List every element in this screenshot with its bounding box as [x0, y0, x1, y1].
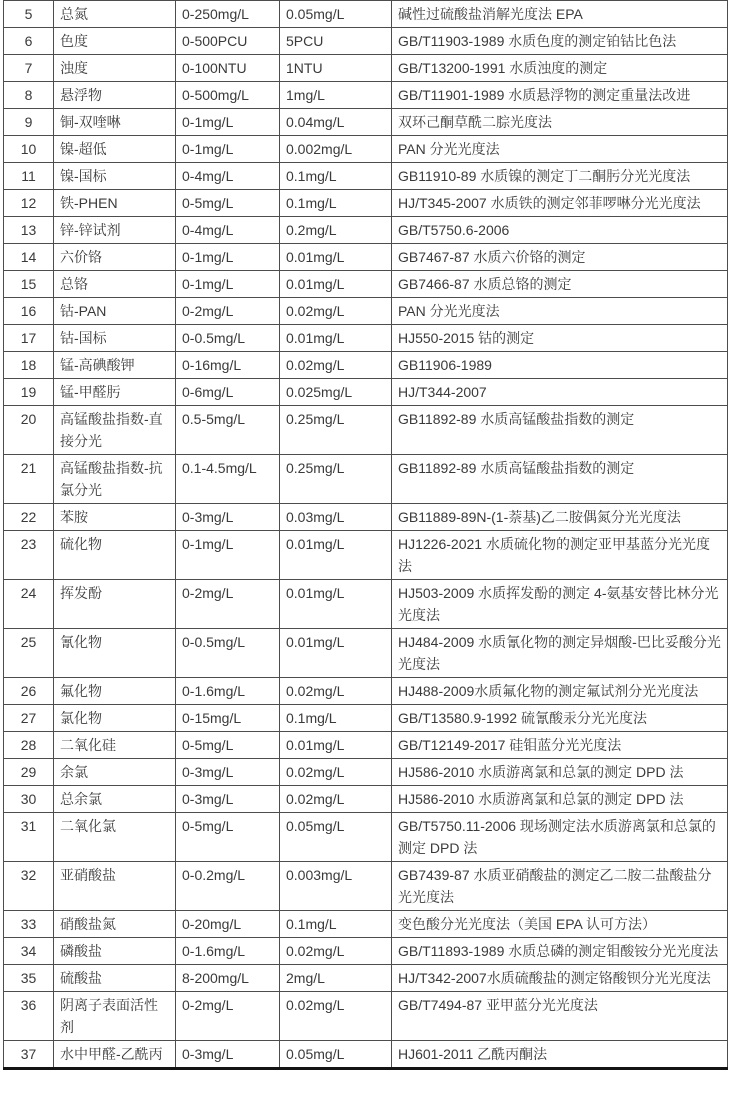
row-number-cell: 26 [4, 678, 54, 705]
row-number-cell: 6 [4, 28, 54, 55]
parameter-name-cell: 浊度 [54, 55, 176, 82]
table-row [4, 217, 728, 244]
method-cell: HJ601-2011 乙酰丙酮法 [392, 1041, 728, 1069]
range-cell: 0-15mg/L [176, 705, 280, 732]
method-cell: GB7439-87 水质亚硝酸盐的测定乙二胺二盐酸盐分光光度法 [392, 862, 728, 911]
parameter-name-cell: 氯化物 [54, 705, 176, 732]
parameter-name-cell: 磷酸盐 [54, 938, 176, 965]
table-row [4, 965, 728, 992]
range-cell: 0-1mg/L [176, 136, 280, 163]
resolution-cell: 0.01mg/L [280, 580, 392, 629]
parameter-name-cell: 锌-锌试剂 [54, 217, 176, 244]
parameter-name-cell: 总铬 [54, 271, 176, 298]
resolution-cell: 0.04mg/L [280, 109, 392, 136]
resolution-cell: 0.002mg/L [280, 136, 392, 163]
resolution-cell: 0.03mg/L [280, 504, 392, 531]
resolution-cell: 1NTU [280, 55, 392, 82]
table-row [4, 580, 728, 629]
table-row [4, 406, 728, 455]
row-number-cell: 14 [4, 244, 54, 271]
row-number-cell: 37 [4, 1041, 54, 1069]
row-number-cell: 20 [4, 406, 54, 455]
method-cell: 双环己酮草酰二腙光度法 [392, 109, 728, 136]
range-cell: 8-200mg/L [176, 965, 280, 992]
row-number-cell: 31 [4, 813, 54, 862]
row-number-cell: 34 [4, 938, 54, 965]
resolution-cell: 0.02mg/L [280, 759, 392, 786]
row-number-cell: 22 [4, 504, 54, 531]
row-number-cell: 36 [4, 992, 54, 1041]
table-row [4, 705, 728, 732]
row-number-cell: 5 [4, 1, 54, 28]
parameter-name-cell: 铁-PHEN [54, 190, 176, 217]
parameter-name-cell: 镍-超低 [54, 136, 176, 163]
resolution-cell: 5PCU [280, 28, 392, 55]
table-row [4, 82, 728, 109]
table-row [4, 28, 728, 55]
resolution-cell: 0.25mg/L [280, 455, 392, 504]
range-cell: 0-0.2mg/L [176, 862, 280, 911]
parameter-name-cell: 高锰酸盐指数-直接分光 [54, 406, 176, 455]
table-row [4, 325, 728, 352]
resolution-cell: 0.1mg/L [280, 911, 392, 938]
range-cell: 0-3mg/L [176, 786, 280, 813]
table-row [4, 163, 728, 190]
resolution-cell: 0.05mg/L [280, 813, 392, 862]
resolution-cell: 0.01mg/L [280, 732, 392, 759]
table-row [4, 1, 728, 28]
resolution-cell: 0.1mg/L [280, 190, 392, 217]
parameter-table-body [4, 1, 728, 1069]
row-number-cell: 28 [4, 732, 54, 759]
table-row [4, 911, 728, 938]
range-cell: 0-4mg/L [176, 217, 280, 244]
table-row [4, 271, 728, 298]
resolution-cell: 0.01mg/L [280, 244, 392, 271]
resolution-cell: 0.05mg/L [280, 1, 392, 28]
range-cell: 0-0.5mg/L [176, 325, 280, 352]
parameter-name-cell: 色度 [54, 28, 176, 55]
table-row [4, 109, 728, 136]
resolution-cell: 0.2mg/L [280, 217, 392, 244]
table-row [4, 813, 728, 862]
range-cell: 0-2mg/L [176, 992, 280, 1041]
parameter-name-cell: 高锰酸盐指数-抗氯分光 [54, 455, 176, 504]
parameter-name-cell: 总氮 [54, 1, 176, 28]
method-cell: HJ488-2009水质氟化物的测定氟试剂分光光度法 [392, 678, 728, 705]
method-cell: GB11892-89 水质高锰酸盐指数的测定 [392, 455, 728, 504]
range-cell: 0-0.5mg/L [176, 629, 280, 678]
resolution-cell: 0.02mg/L [280, 298, 392, 325]
range-cell: 0-4mg/L [176, 163, 280, 190]
method-cell: GB/T13580.9-1992 硫氰酸汞分光光度法 [392, 705, 728, 732]
parameter-name-cell: 苯胺 [54, 504, 176, 531]
range-cell: 0-250mg/L [176, 1, 280, 28]
range-cell: 0-5mg/L [176, 813, 280, 862]
table-row [4, 1041, 728, 1069]
range-cell: 0-5mg/L [176, 732, 280, 759]
table-row [4, 244, 728, 271]
row-number-cell: 16 [4, 298, 54, 325]
parameter-name-cell: 悬浮物 [54, 82, 176, 109]
row-number-cell: 23 [4, 531, 54, 580]
table-row [4, 862, 728, 911]
range-cell: 0-3mg/L [176, 504, 280, 531]
method-cell: HJ/T345-2007 水质铁的测定邻菲啰啉分光光度法 [392, 190, 728, 217]
range-cell: 0-1mg/L [176, 109, 280, 136]
method-cell: HJ586-2010 水质游离氯和总氯的测定 DPD 法 [392, 786, 728, 813]
method-cell: GB11889-89N-(1-萘基)乙二胺偶氮分光光度法 [392, 504, 728, 531]
row-number-cell: 10 [4, 136, 54, 163]
parameter-name-cell: 锰-甲醛肟 [54, 379, 176, 406]
parameter-name-cell: 铜-双喹啉 [54, 109, 176, 136]
range-cell: 0.1-4.5mg/L [176, 455, 280, 504]
parameter-name-cell: 硫化物 [54, 531, 176, 580]
parameter-name-cell: 锰-高碘酸钾 [54, 352, 176, 379]
row-number-cell: 27 [4, 705, 54, 732]
parameter-name-cell: 钴-PAN [54, 298, 176, 325]
resolution-cell: 0.02mg/L [280, 678, 392, 705]
table-row [4, 531, 728, 580]
resolution-cell: 0.05mg/L [280, 1041, 392, 1069]
method-cell: HJ/T344-2007 [392, 379, 728, 406]
parameter-name-cell: 二氧化氯 [54, 813, 176, 862]
method-cell: GB11892-89 水质高锰酸盐指数的测定 [392, 406, 728, 455]
method-cell: GB/T11901-1989 水质悬浮物的测定重量法改进 [392, 82, 728, 109]
range-cell: 0-3mg/L [176, 1041, 280, 1069]
range-cell: 0-1.6mg/L [176, 678, 280, 705]
water-quality-parameter-table [3, 0, 728, 1070]
table-row [4, 190, 728, 217]
resolution-cell: 0.02mg/L [280, 992, 392, 1041]
parameter-name-cell: 挥发酚 [54, 580, 176, 629]
resolution-cell: 0.01mg/L [280, 271, 392, 298]
method-cell: HJ/T342-2007水质硫酸盐的测定铬酸钡分光光度法 [392, 965, 728, 992]
table-row [4, 504, 728, 531]
parameter-name-cell: 硝酸盐氮 [54, 911, 176, 938]
row-number-cell: 13 [4, 217, 54, 244]
method-cell: GB11910-89 水质镍的测定丁二酮肟分光光度法 [392, 163, 728, 190]
row-number-cell: 12 [4, 190, 54, 217]
range-cell: 0-1mg/L [176, 531, 280, 580]
row-number-cell: 15 [4, 271, 54, 298]
parameter-name-cell: 六价铬 [54, 244, 176, 271]
resolution-cell: 0.003mg/L [280, 862, 392, 911]
table-row [4, 759, 728, 786]
range-cell: 0-2mg/L [176, 298, 280, 325]
resolution-cell: 0.02mg/L [280, 352, 392, 379]
row-number-cell: 25 [4, 629, 54, 678]
method-cell: GB/T12149-2017 硅钼蓝分光光度法 [392, 732, 728, 759]
method-cell: GB/T11893-1989 水质总磷的测定钼酸铵分光光度法 [392, 938, 728, 965]
resolution-cell: 1mg/L [280, 82, 392, 109]
parameter-name-cell: 水中甲醛-乙酰丙 [54, 1041, 176, 1069]
row-number-cell: 29 [4, 759, 54, 786]
range-cell: 0-16mg/L [176, 352, 280, 379]
row-number-cell: 19 [4, 379, 54, 406]
method-cell: 变色酸分光光度法（美国 EPA 认可方法） [392, 911, 728, 938]
table-row [4, 629, 728, 678]
table-row [4, 786, 728, 813]
row-number-cell: 21 [4, 455, 54, 504]
resolution-cell: 0.01mg/L [280, 325, 392, 352]
parameter-name-cell: 余氯 [54, 759, 176, 786]
method-cell: 碱性过硫酸盐消解光度法 EPA [392, 1, 728, 28]
row-number-cell: 24 [4, 580, 54, 629]
range-cell: 0-1mg/L [176, 244, 280, 271]
table-row [4, 938, 728, 965]
resolution-cell: 0.02mg/L [280, 786, 392, 813]
range-cell: 0-1.6mg/L [176, 938, 280, 965]
method-cell: GB/T5750.11-2006 现场测定法水质游离氯和总氯的测定 DPD 法 [392, 813, 728, 862]
row-number-cell: 30 [4, 786, 54, 813]
table-row [4, 352, 728, 379]
range-cell: 0-100NTU [176, 55, 280, 82]
method-cell: HJ484-2009 水质氰化物的测定异烟酸-巴比妥酸分光光度法 [392, 629, 728, 678]
range-cell: 0-20mg/L [176, 911, 280, 938]
row-number-cell: 8 [4, 82, 54, 109]
method-cell: GB/T11903-1989 水质色度的测定铂钴比色法 [392, 28, 728, 55]
range-cell: 0-1mg/L [176, 271, 280, 298]
range-cell: 0-6mg/L [176, 379, 280, 406]
parameter-name-cell: 亚硝酸盐 [54, 862, 176, 911]
range-cell: 0-3mg/L [176, 759, 280, 786]
row-number-cell: 7 [4, 55, 54, 82]
table-row [4, 455, 728, 504]
row-number-cell: 9 [4, 109, 54, 136]
parameter-name-cell: 镍-国标 [54, 163, 176, 190]
parameter-name-cell: 硫酸盐 [54, 965, 176, 992]
method-cell: GB11906-1989 [392, 352, 728, 379]
row-number-cell: 17 [4, 325, 54, 352]
resolution-cell: 0.025mg/L [280, 379, 392, 406]
resolution-cell: 0.25mg/L [280, 406, 392, 455]
range-cell: 0-5mg/L [176, 190, 280, 217]
method-cell: HJ1226-2021 水质硫化物的测定亚甲基蓝分光光度法 [392, 531, 728, 580]
method-cell: HJ503-2009 水质挥发酚的测定 4-氨基安替比林分光光度法 [392, 580, 728, 629]
parameter-name-cell: 阴离子表面活性剂 [54, 992, 176, 1041]
parameter-name-cell: 二氧化硅 [54, 732, 176, 759]
row-number-cell: 11 [4, 163, 54, 190]
row-number-cell: 35 [4, 965, 54, 992]
table-row [4, 678, 728, 705]
resolution-cell: 0.01mg/L [280, 531, 392, 580]
resolution-cell: 0.01mg/L [280, 629, 392, 678]
method-cell: PAN 分光光度法 [392, 298, 728, 325]
method-cell: GB/T5750.6-2006 [392, 217, 728, 244]
method-cell: PAN 分光光度法 [392, 136, 728, 163]
resolution-cell: 0.02mg/L [280, 938, 392, 965]
range-cell: 0-2mg/L [176, 580, 280, 629]
method-cell: HJ586-2010 水质游离氯和总氯的测定 DPD 法 [392, 759, 728, 786]
parameter-name-cell: 钴-国标 [54, 325, 176, 352]
table-row [4, 298, 728, 325]
method-cell: GB/T7494-87 亚甲蓝分光光度法 [392, 992, 728, 1041]
range-cell: 0.5-5mg/L [176, 406, 280, 455]
parameter-name-cell: 氰化物 [54, 629, 176, 678]
row-number-cell: 33 [4, 911, 54, 938]
table-row [4, 379, 728, 406]
table-row [4, 732, 728, 759]
method-cell: GB/T13200-1991 水质浊度的测定 [392, 55, 728, 82]
resolution-cell: 0.1mg/L [280, 163, 392, 190]
row-number-cell: 32 [4, 862, 54, 911]
method-cell: GB7467-87 水质六价铬的测定 [392, 244, 728, 271]
range-cell: 0-500PCU [176, 28, 280, 55]
method-cell: GB7466-87 水质总铬的测定 [392, 271, 728, 298]
row-number-cell: 18 [4, 352, 54, 379]
parameter-name-cell: 总余氯 [54, 786, 176, 813]
method-cell: HJ550-2015 钴的测定 [392, 325, 728, 352]
resolution-cell: 0.1mg/L [280, 705, 392, 732]
range-cell: 0-500mg/L [176, 82, 280, 109]
parameter-name-cell: 氟化物 [54, 678, 176, 705]
table-row [4, 55, 728, 82]
table-row [4, 136, 728, 163]
table-row [4, 992, 728, 1041]
resolution-cell: 2mg/L [280, 965, 392, 992]
